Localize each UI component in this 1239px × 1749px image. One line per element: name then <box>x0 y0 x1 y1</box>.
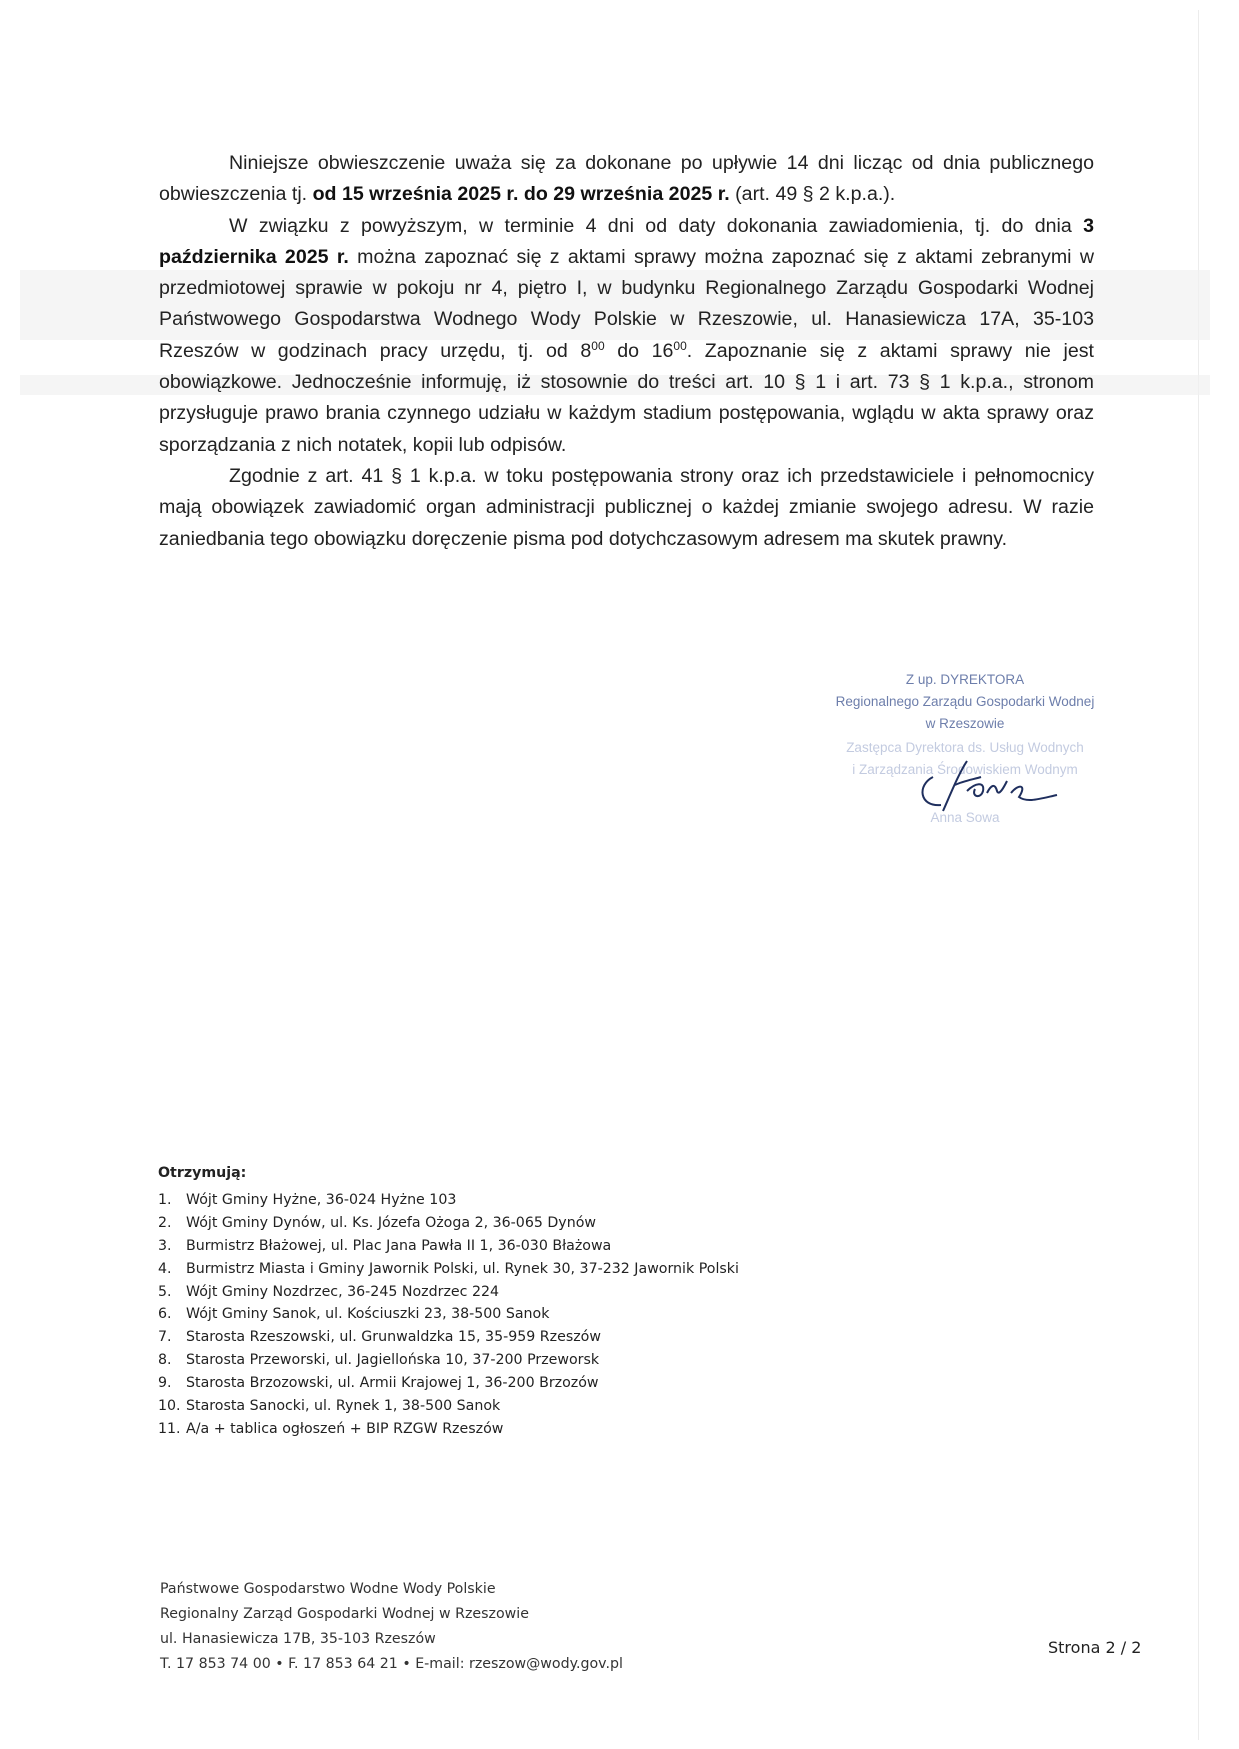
recipient-item <box>158 1258 858 1281</box>
text-run: Niniejsze obwieszczenie uważa się za dokonane po upływie 14 dni licząc od dnia publicznego obwieszczenia tj. <box>159 152 1094 206</box>
stamp-line-1: Z up. DYREKTORA <box>905 672 1025 687</box>
recipient-item <box>158 1281 858 1304</box>
footer-office: Regionalny Zarząd Gospodarki Wodnej w Rzeszowie <box>160 1606 529 1622</box>
recipient-number: 1. <box>158 1192 172 1208</box>
recipients-title: Otrzymują: <box>158 1165 247 1181</box>
stamp-line-3: w Rzeszowie <box>925 716 1005 731</box>
recipient-item <box>158 1235 858 1258</box>
recipient-item <box>158 1349 858 1372</box>
recipient-number: 4. <box>158 1260 172 1277</box>
stamp-line-4: Zastępca Dyrektora ds. Usług Wodnych <box>846 740 1084 755</box>
recipient-text: Wójt Gminy Nozdrzec, 36-245 Nozdrzec 224 <box>186 1283 500 1300</box>
recipient-number: 9. <box>158 1375 172 1392</box>
recipient-item <box>158 1326 858 1349</box>
recipient-text: Starosta Brzozowski, ul. Armii Krajowej 1, 36-200 Brzozów <box>186 1375 599 1392</box>
recipient-text: Burmistrz Błażowej, ul. Plac Jana Pawła II 1, 36-030 Błażowa <box>186 1237 612 1254</box>
stamp-line-5: i Zarządzania Środowiskiem Wodnym <box>852 762 1078 777</box>
recipient-item <box>158 1418 858 1441</box>
letterhead-footer <box>160 1577 760 1677</box>
recipient-text: Wójt Gminy Sanok, ul. Kościuszki 23, 38-500 Sanok <box>186 1306 550 1323</box>
recipients-list <box>158 1165 858 1441</box>
recipients-items <box>158 1189 858 1441</box>
recipient-number: 5. <box>158 1283 172 1300</box>
stamp-line-2: Regionalnego Zarządu Gospodarki Wodnej <box>835 694 1095 709</box>
recipient-text: Wójt Gminy Hyżne, 36-024 Hyżne 103 <box>186 1192 457 1208</box>
recipient-number: 6. <box>158 1306 172 1323</box>
recipient-text: A/a + tablica ogłoszeń + BIP RZGW Rzeszów <box>186 1420 504 1437</box>
recipient-number: 2. <box>158 1214 172 1231</box>
recipient-number: 3. <box>158 1237 172 1254</box>
text-run: do 16 <box>604 339 674 362</box>
paragraph-effective-date <box>159 148 1094 211</box>
stamp-name: Anna Sowa <box>930 810 1000 825</box>
recipient-number: 11. <box>158 1420 181 1437</box>
recipient-text: Starosta Przeworski, ul. Jagiellońska 10, 37-200 Przeworsk <box>186 1352 600 1369</box>
handwritten-signature <box>915 755 1065 825</box>
recipient-text: Starosta Sanocki, ul. Rynek 1, 38-500 Sanok <box>186 1398 501 1415</box>
superscript-minutes: 00 <box>673 338 687 353</box>
recipient-item <box>158 1395 858 1418</box>
text-run: (art. 49 § 2 k.p.a.). <box>729 183 896 206</box>
footer-contact: T. 17 853 74 00 • F. 17 853 64 21 • E-mail: rzeszow@wody.gov.pl <box>160 1656 623 1672</box>
recipient-text: Burmistrz Miasta i Gminy Jawornik Polski, ul. Rynek 30, 37-232 Jawornik Polski <box>186 1260 739 1277</box>
bold-date: 3 października 2025 r. <box>159 214 1094 268</box>
recipient-text: Starosta Rzeszowski, ul. Grunwaldzka 15, 35-959 Rzeszów <box>186 1329 601 1346</box>
text-run: . Zapoznanie się z aktami sprawy nie jest obowiązkowe. Jednocześnie informuję, iż stosownie do treści art. 10 § 1 i art. 73 § 1 k.p.a., stronom przysługuje prawo brania czynnego udziału w każdym stadium postępowania, wglądu w akta sprawy oraz sporządzania z nich notatek, kopii lub odpisów. <box>159 339 1094 456</box>
paragraph-case-files <box>159 211 1094 461</box>
recipient-text: Wójt Gminy Dynów, ul. Ks. Józefa Ożoga 2, 36-065 Dynów <box>186 1214 596 1231</box>
footer-address: ul. Hanasiewicza 17B, 35-103 Rzeszów <box>160 1631 436 1647</box>
recipient-number: 10. <box>158 1398 181 1415</box>
recipient-item <box>158 1189 858 1212</box>
recipient-item <box>158 1212 858 1235</box>
recipient-number: 7. <box>158 1329 172 1346</box>
recipient-item <box>158 1372 858 1395</box>
footer-organization: Państwowe Gospodarstwo Wodne Wody Polskie <box>160 1581 496 1597</box>
text-run: można zapoznać się z aktami sprawy można zapoznać się z aktami zebranymi w przedmiotowej sprawie w pokoju nr 4, piętro I, w budynku Regionalnego Zarządu Gospodarki Wodnej Państwowego Gospodarstwa Wodnego Wody Polskie w Rzeszowie, ul. Hanasiewicza 17A, 35-103 Rzeszów w godzinach pracy urzędu, tj. od 8 <box>159 245 1094 362</box>
text-run: Zgodnie z art. 41 § 1 k.p.a. w toku postępowania strony oraz ich przedstawiciele i pełnomocnicy mają obowiązek zawiadomić organ administracji publicznej o każdej zmianie swojego adresu. W razie zaniedbania tego obowiązku doręczenie pisma pod dotychczasowym adresem ma skutek prawny. <box>159 464 1094 550</box>
bold-date: od 15 września 2025 r. do 29 września 2025 r. <box>312 183 730 206</box>
superscript-minutes: 00 <box>591 338 605 353</box>
page-number: Strona 2 / 2 <box>1048 1638 1142 1657</box>
paragraph-address-change <box>159 461 1094 555</box>
notice-body <box>159 148 1094 555</box>
recipient-item <box>158 1303 858 1326</box>
recipient-number: 8. <box>158 1352 172 1369</box>
text-run: W związku z powyższym, w terminie 4 dni od daty dokonania zawiadomienia, tj. do dnia <box>229 214 1084 237</box>
